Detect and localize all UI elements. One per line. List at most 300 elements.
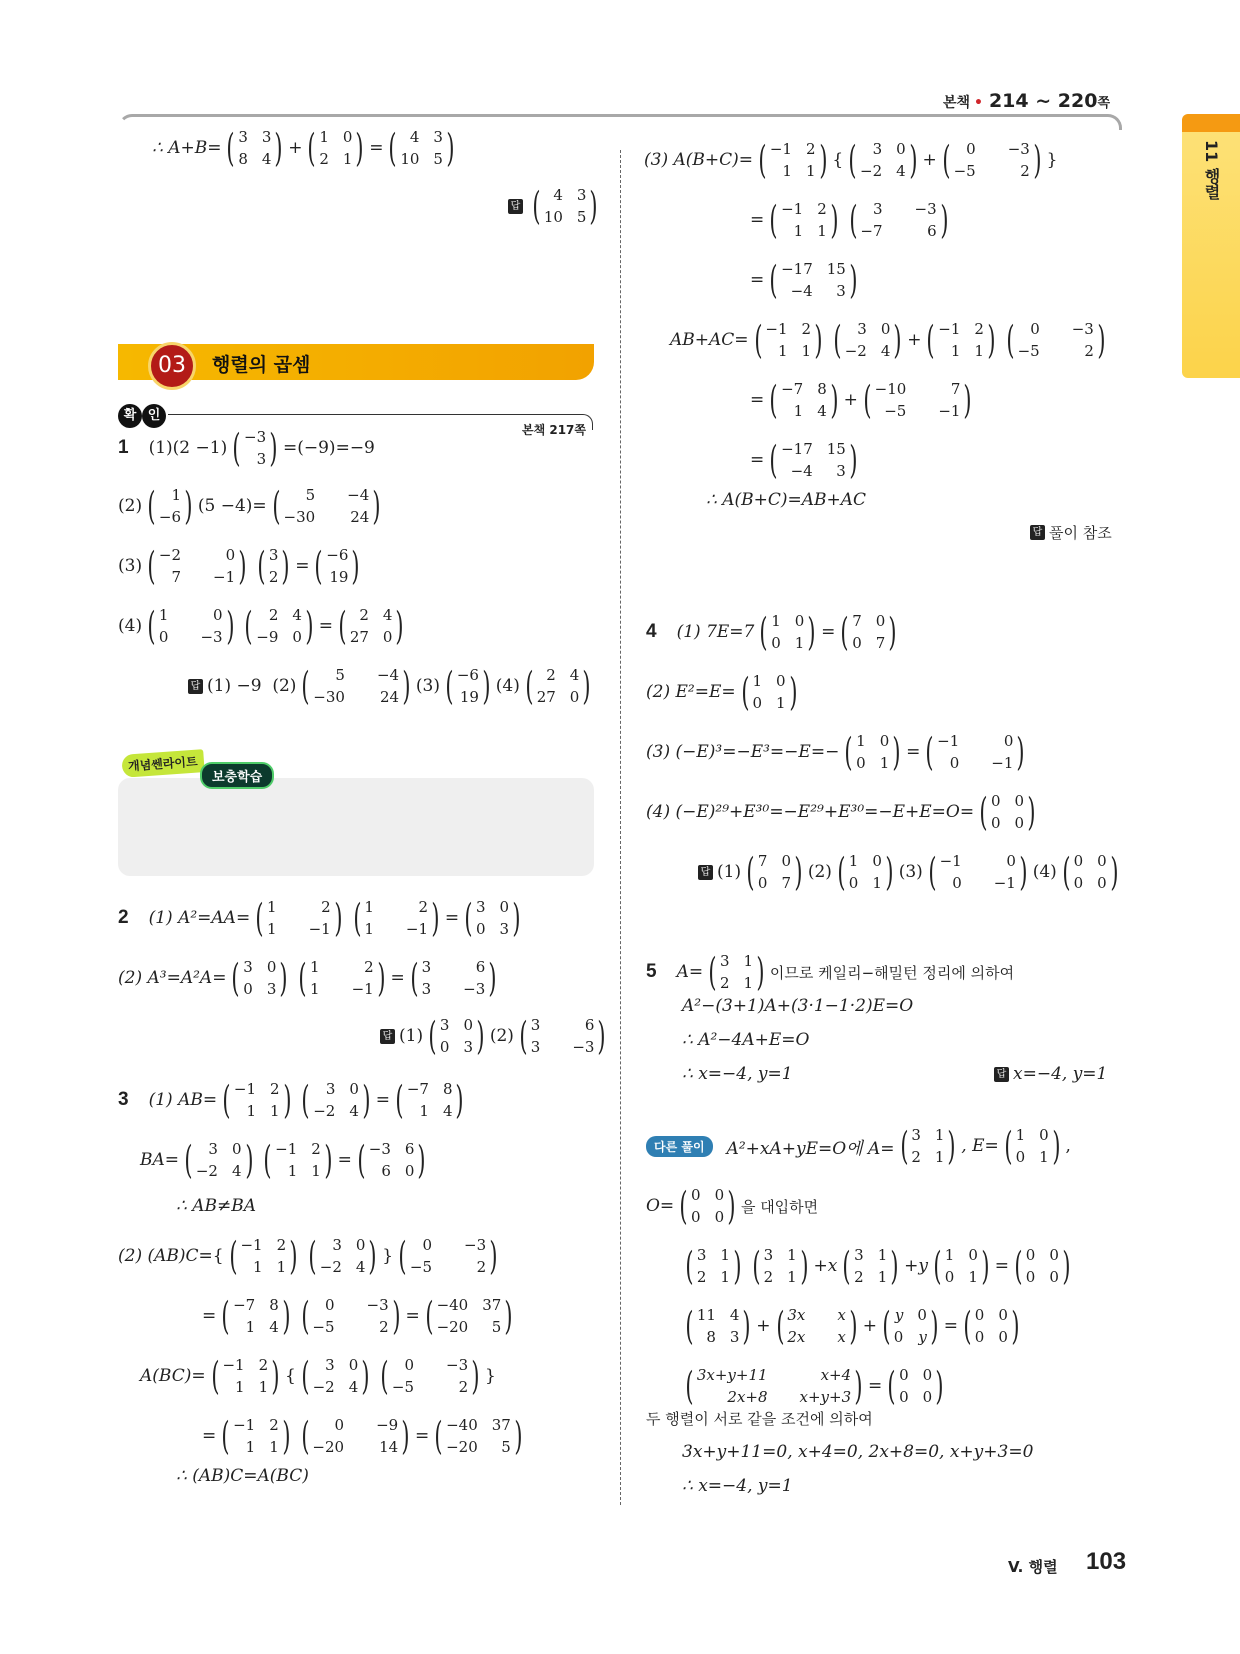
matrix-cell: 1: [310, 980, 320, 998]
matrix-cell: 0: [342, 128, 353, 146]
matrix: ( 3 0 0 3 ): [428, 1014, 485, 1058]
q5-alt-line1: [646, 1124, 1071, 1168]
math-text: (3) (−E)³=−E³=−E=−: [646, 742, 840, 762]
matrix-cell: 0: [775, 672, 786, 690]
matrix-cell: −1: [939, 852, 962, 870]
matrix-cell: 2: [321, 898, 331, 916]
matrix-cell: 0: [422, 1236, 433, 1254]
math-text: A(BC)=: [140, 1366, 206, 1386]
matrix-cell: 2: [476, 1258, 487, 1276]
operator: =: [390, 968, 405, 988]
matrix-cell: 3: [530, 1038, 541, 1056]
operator: +: [922, 150, 937, 170]
q3-abc2: [202, 1294, 518, 1338]
matrix-cell: 1: [253, 1258, 263, 1276]
matrix-cell: 1: [944, 1246, 955, 1264]
matrix-cell: 5: [335, 666, 345, 684]
matrix-cell: 1: [311, 1162, 321, 1180]
matrix-cell: 1: [720, 1268, 730, 1286]
q4-part4: [646, 790, 1041, 834]
matrix: ( 1 0 0 1 ): [1004, 1124, 1061, 1168]
matrix-cell: 1: [877, 1246, 888, 1264]
matrix-cell: 4: [896, 162, 906, 180]
matrix-cell: 0: [852, 634, 862, 652]
matrix-cell: 7: [875, 634, 886, 652]
matrix-cell: 0: [879, 732, 890, 750]
matrix-cell: 1: [364, 898, 374, 916]
matrix: ( 3 6 3 −3 ): [410, 956, 497, 1000]
matrix-cell: −2: [312, 1378, 335, 1396]
matrix-cell: 3: [268, 546, 279, 564]
matrix-cell: −3: [200, 628, 223, 646]
matrix-cell: −3: [1071, 320, 1094, 338]
matrix-cell: 1: [171, 486, 182, 504]
matrix-cell: −3: [244, 428, 267, 446]
math-text: ∴ A+B=: [152, 138, 222, 158]
q5-alt-step2: [680, 1304, 1025, 1348]
matrix: ( 3 −3 −7 6 ): [848, 198, 949, 242]
matrix-cell: 0: [781, 852, 792, 870]
q1-answer: [188, 664, 596, 708]
matrix-cell: 0: [569, 688, 580, 706]
matrix-cell: x: [837, 1328, 846, 1346]
operator: }: [382, 1246, 394, 1266]
answer-mark-icon: 답: [698, 865, 713, 880]
matrix-cell: 0: [794, 612, 805, 630]
operator: +: [288, 138, 303, 158]
matrix-cell: −1: [938, 402, 961, 420]
matrix-cell: 0: [899, 1366, 909, 1384]
matrix-cell: 37: [482, 1296, 502, 1314]
bullet-icon: •: [974, 95, 983, 111]
matrix-cell: −3: [446, 1356, 469, 1374]
matrix-cell: −10: [874, 380, 907, 398]
math-text: A=: [676, 962, 704, 982]
matrix-cell: −1: [405, 920, 429, 938]
matrix: ( 2 4 27 0 ): [338, 604, 404, 648]
matrix-cell: 0: [880, 320, 891, 338]
q3-3-conclusion: [706, 490, 866, 510]
operator: =: [337, 1150, 352, 1170]
operator: =: [994, 1256, 1009, 1276]
matrix: ( 5 −4 −30 24 ): [272, 484, 381, 528]
matrix-cell: 6: [475, 958, 486, 976]
matrix-cell: −6: [326, 546, 349, 564]
matrix: ( −1 2 1 1 ): [758, 138, 828, 182]
matrix-cell: 3: [872, 140, 883, 158]
math-text: ∴ (AB)C=A(BC): [176, 1466, 309, 1486]
matrix-cell: 0: [404, 1356, 415, 1374]
math-text: 3x+y+11=0, x+4=0, 2x+8=0, x+y+3=0: [682, 1442, 1034, 1462]
matrix-cell: 1: [419, 1102, 429, 1120]
matrix-cell: 2x+8: [727, 1388, 768, 1406]
matrix: ( −1 2 1 1 ): [926, 318, 996, 362]
matrix-cell: 2: [319, 150, 329, 168]
math-text: x=−4, y=1: [1013, 1064, 1108, 1084]
matrix-cell: −1: [213, 568, 236, 586]
q4-part1: [646, 610, 902, 654]
math-text: (5 −4)=: [197, 496, 267, 516]
matrix: ( −6 19 ): [314, 544, 360, 588]
matrix: ( 3 0 −2 4 ): [184, 1138, 254, 1182]
matrix-cell: 0: [231, 1140, 242, 1158]
matrix-cell: 3: [243, 958, 253, 976]
matrix-cell: 0: [1003, 732, 1014, 750]
matrix-cell: 3: [421, 980, 432, 998]
matrix-cell: −7: [860, 222, 883, 240]
matrix-cell: 2: [359, 606, 369, 624]
answer-mark-icon: 답: [508, 199, 523, 214]
column-divider: [620, 150, 621, 1505]
q5-alt-condition: [646, 1408, 873, 1429]
matrix-cell: 1: [245, 1438, 256, 1456]
matrix: ( −17 15 −4 3 ): [769, 438, 858, 482]
matrix-cell: 3: [872, 200, 883, 218]
matrix-cell: 1: [775, 694, 786, 712]
operator: +: [907, 330, 922, 350]
chapter-side-tab[interactable]: 11 행렬: [1182, 114, 1240, 378]
matrix: ( 0 0 0 0 ): [979, 790, 1036, 834]
matrix-cell: 1: [267, 898, 277, 916]
matrix-cell: 3: [325, 1356, 335, 1374]
matrix-cell: −2: [158, 546, 182, 564]
matrix: ( −1 2 1 1 ): [263, 1138, 333, 1182]
matrix-cell: 0: [348, 1356, 359, 1374]
matrix-cell: 1: [856, 732, 866, 750]
matrix-cell: y: [918, 1328, 927, 1346]
math-text: ∴ x=−4, y=1: [682, 1064, 793, 1084]
problem-number: 1: [118, 437, 129, 458]
matrix-cell: 3: [266, 980, 277, 998]
math-text: O=: [646, 1196, 675, 1216]
math-text: (3): [415, 676, 440, 696]
matrix-cell: 7: [171, 568, 182, 586]
matrix-cell: 11: [696, 1306, 716, 1324]
matrix-cell: −5: [312, 1318, 335, 1336]
matrix-cell: −1: [937, 732, 960, 750]
matrix-cell: 1: [158, 606, 169, 624]
matrix: ( −6 19 ): [445, 664, 491, 708]
matrix: ( 3 1 2 1 ): [752, 1244, 809, 1288]
matrix: ( 3 2 ): [257, 544, 290, 588]
matrix-cell: −5: [953, 162, 976, 180]
matrix-cell: 0: [382, 628, 393, 646]
matrix-cell: −1: [275, 1140, 298, 1158]
matrix-cell: 0: [990, 814, 1001, 832]
matrix-cell: 0: [922, 1366, 933, 1384]
matrix-cell: −30: [313, 688, 345, 706]
matrix-cell: −9: [376, 1416, 399, 1434]
matrix-cell: −3: [914, 200, 937, 218]
matrix-cell: 4: [269, 1318, 279, 1336]
matrix-cell: 24: [379, 688, 400, 706]
q3-3-line5: [750, 378, 977, 422]
q4-answer: [698, 850, 1124, 894]
matrix-cell: 0: [499, 898, 510, 916]
matrix-cell: −2: [860, 162, 883, 180]
matrix-cell: 0: [875, 612, 886, 630]
q3-a-bc1: [140, 1354, 496, 1398]
matrix-cell: 19: [459, 688, 479, 706]
matrix-cell: 1: [793, 222, 804, 240]
matrix-cell: 0: [752, 694, 762, 712]
matrix-cell: 0: [691, 1186, 701, 1204]
operator: =: [906, 742, 921, 762]
matrix-cell: 5: [576, 208, 587, 226]
matrix: ( −7 8 1 4 ): [395, 1078, 464, 1122]
answer-prev: [508, 184, 603, 228]
matrix-cell: 0: [944, 1268, 955, 1286]
answer-mark-icon: 답: [188, 679, 203, 694]
matrix: ( 1 0 0 1 ): [759, 610, 816, 654]
matrix-cell: 1: [267, 920, 277, 938]
matrix-cell: 27: [536, 688, 556, 706]
matrix-cell: 1: [1015, 1126, 1026, 1144]
matrix-cell: −1: [222, 1356, 245, 1374]
q1-part3: [118, 544, 365, 588]
matrix: ( 3 1 2 1 ): [685, 1244, 742, 1288]
matrix-cell: −2: [319, 1258, 342, 1276]
matrix-cell: 3: [499, 920, 510, 938]
matrix-cell: 5: [491, 1318, 502, 1336]
matrix-cell: −7: [781, 380, 804, 398]
matrix-cell: 2: [364, 958, 374, 976]
matrix-cell: 2: [719, 974, 730, 992]
matrix-cell: 2: [258, 1356, 269, 1374]
operator: =: [405, 1306, 420, 1326]
matrix-cell: 1: [801, 342, 812, 360]
matrix-cell: 2: [801, 320, 812, 338]
q5-answer: [994, 1064, 1107, 1084]
operator: {: [212, 1246, 224, 1266]
matrix-cell: 0: [266, 958, 277, 976]
matrix-cell: 2: [268, 568, 279, 586]
matrix-cell: −1: [993, 874, 1016, 892]
matrix-cell: 19: [329, 568, 349, 586]
math-text: ∴ A²−4A+E=O: [682, 1030, 810, 1050]
math-text: 을 대입하면: [740, 1197, 819, 1216]
check-badge: 확 인: [118, 404, 166, 428]
matrix-cell: y: [894, 1306, 904, 1324]
q1-part2: [118, 484, 386, 528]
matrix: ( 3 0 −2 4 ): [308, 1234, 377, 1278]
operator: {: [284, 1366, 296, 1386]
math-text: (2): [807, 862, 832, 882]
matrix-cell: 5: [501, 1438, 511, 1456]
operator: =: [444, 908, 460, 928]
matrix: ( −1 2 1 1 ): [228, 1234, 298, 1278]
matrix-cell: 3: [854, 1246, 864, 1264]
matrix-cell: −40: [436, 1296, 469, 1314]
matrix: ( 1 0 2 1 ): [307, 126, 364, 170]
matrix-cell: 27: [349, 628, 369, 646]
problem-number: 2: [118, 907, 129, 928]
matrix-cell: 1: [805, 162, 816, 180]
matrix-cell: x+y+3: [799, 1388, 852, 1406]
operator: =: [369, 138, 384, 158]
matrix-cell: 3: [763, 1246, 774, 1264]
matrix: ( 3 3 8 4 ): [226, 126, 283, 170]
matrix: ( −1 2 1 1 ): [221, 1414, 291, 1458]
sum-result: [152, 126, 460, 170]
matrix-cell: 1: [974, 342, 984, 360]
matrix-cell: 1: [258, 1378, 269, 1396]
matrix: ( 0 −3 −5 2 ): [398, 1234, 498, 1278]
matrix-cell: 3: [463, 1038, 474, 1056]
math-text: 풀이 참조: [1049, 524, 1112, 542]
q3-eq: [176, 1466, 309, 1486]
matrix-cell: 8: [817, 380, 827, 398]
matrix-cell: −17: [781, 260, 813, 278]
matrix-cell: 0: [990, 792, 1001, 810]
q2-part1: [118, 896, 526, 940]
matrix-cell: 3: [857, 320, 867, 338]
matrix: ( 3 1 2 1 ): [899, 1124, 956, 1168]
matrix-cell: 1: [950, 342, 961, 360]
operator: =: [202, 1306, 217, 1326]
matrix-cell: 1: [934, 1126, 945, 1144]
matrix: ( −1 2 1 1 ): [222, 1078, 292, 1122]
matrix-cell: 0: [998, 1306, 1008, 1324]
q3-3-line6: [750, 438, 863, 482]
matrix-cell: 4: [382, 606, 393, 624]
matrix: ( 1 0 0 1 ): [837, 850, 894, 894]
matrix-cell: −1: [781, 200, 804, 218]
matrix-cell: 0: [974, 1306, 985, 1324]
matrix-cell: 1: [245, 1318, 256, 1336]
math-text: (2) E²=E=: [646, 682, 736, 702]
textbook-reference: 본책 217쪽: [522, 423, 587, 437]
matrix-cell: 10: [400, 150, 420, 168]
matrix-cell: 5: [433, 150, 443, 168]
math-text: (3) A(B+C)=: [644, 150, 754, 170]
q5-alt-step1: [680, 1244, 1076, 1288]
matrix: ( 0 −3 −5 2 ): [300, 1294, 401, 1338]
matrix-cell: 0: [1073, 852, 1084, 870]
matrix-cell: 2: [854, 1268, 864, 1286]
section-number: 03: [148, 342, 196, 390]
matrix-cell: 2: [1084, 342, 1094, 360]
matrix-cell: −40: [446, 1416, 478, 1434]
matrix: ( 3 0 −2 4 ): [301, 1354, 370, 1398]
matrix-cell: 0: [1014, 792, 1025, 810]
matrix-cell: −5: [391, 1378, 415, 1396]
math-text: (4) (−E)²⁹+E³⁰=−E²⁹+E³⁰=−E+E=O=: [646, 802, 975, 822]
matrix-cell: 2x: [787, 1328, 806, 1346]
matrix-cell: 0: [968, 1246, 978, 1264]
matrix-cell: x+4: [820, 1366, 852, 1384]
matrix-cell: 3x: [787, 1306, 806, 1324]
matrix-cell: 0: [243, 980, 253, 998]
matrix: ( 1 2 1 −1 ): [298, 956, 386, 1000]
matrix-cell: 3: [439, 1016, 450, 1034]
math-text: =(−9)=−9: [283, 438, 375, 458]
matrix-cell: 0: [757, 874, 768, 892]
matrix-cell: 0: [1039, 1126, 1049, 1144]
q2-answer: [380, 1014, 611, 1058]
math-text: (2 −1): [172, 438, 228, 458]
matrix-cell: 6: [584, 1016, 595, 1034]
matrix-cell: 0: [1097, 874, 1107, 892]
matrix-cell: −1: [240, 1236, 263, 1254]
matrix: ( −1 2 1 1 ): [769, 198, 839, 242]
matrix-cell: 4: [349, 1102, 359, 1120]
q5-line4: [682, 1064, 793, 1084]
matrix-cell: −1: [938, 320, 961, 338]
matrix-cell: 1: [246, 1102, 257, 1120]
q5-line2: [682, 996, 913, 1016]
matrix: ( −1 2 1 1 ): [753, 318, 823, 362]
matrix-cell: 2: [418, 898, 429, 916]
matrix-cell: 3: [421, 958, 432, 976]
matrix-cell: 1: [743, 974, 754, 992]
matrix-cell: 1: [1039, 1148, 1049, 1166]
matrix-cell: 8: [238, 150, 248, 168]
matrix: ( 1 2 1 −1 ): [352, 896, 440, 940]
matrix: ( 1 0 0 −3 ): [147, 604, 235, 648]
matrix-cell: 4: [553, 186, 563, 204]
matrix-cell: −1: [351, 980, 374, 998]
matrix-cell: −4: [347, 486, 370, 504]
matrix-cell: 1: [287, 1162, 298, 1180]
operator: =: [202, 1426, 217, 1446]
matrix-cell: −5: [409, 1258, 433, 1276]
matrix: ( 3 0 0 3 ): [231, 956, 288, 1000]
tip-label-tag: 보충학습: [200, 762, 274, 789]
matrix-cell: 0: [292, 628, 302, 646]
matrix: ( 3x+y+11 x+4 2x+8 x+y+3 ): [685, 1364, 863, 1408]
matrix-cell: 2: [546, 666, 556, 684]
operator: =: [750, 450, 765, 470]
q5-line3: [682, 1030, 809, 1050]
alternative-solution-tag: 다른 풀이: [646, 1136, 713, 1157]
matrix-cell: −2: [195, 1162, 218, 1180]
math-text: (2): [489, 1026, 514, 1046]
matrix-cell: −1: [765, 320, 788, 338]
matrix-cell: 10: [543, 208, 563, 226]
matrix: ( 0 −9 −20 14 ): [300, 1414, 410, 1458]
matrix-cell: −17: [781, 440, 813, 458]
math-text: (4): [495, 676, 520, 696]
q1-part1: [118, 426, 375, 470]
matrix-cell: 2: [379, 1318, 389, 1336]
matrix-cell: 2: [817, 200, 827, 218]
matrix-cell: 0: [334, 1416, 345, 1434]
matrix-cell: −7: [406, 1080, 429, 1098]
matrix: ( 0 0 0 0 ): [887, 1364, 944, 1408]
matrix-cell: −6: [158, 508, 182, 526]
operator: +: [862, 1316, 877, 1336]
matrix: ( −1 0 0 −1 ): [928, 850, 1028, 894]
matrix-cell: 2: [805, 140, 816, 158]
matrix-cell: 0: [872, 852, 882, 870]
math-text: 이므로 케일리−해밀턴 정리에 의하여: [769, 963, 1015, 982]
matrix-cell: −4: [790, 462, 813, 480]
matrix-cell: 0: [213, 606, 223, 624]
matrix-cell: −5: [1017, 342, 1040, 360]
matrix: ( 3 0 0 3 ): [464, 896, 521, 940]
matrix-cell: −4: [790, 282, 813, 300]
matrix-cell: 4: [569, 666, 580, 684]
matrix: ( −7 8 1 4 ): [221, 1294, 291, 1338]
math-text: A²+xA+yE=O에 A=: [726, 1138, 895, 1159]
matrix: ( 2 4 27 0 ): [525, 664, 591, 708]
math-text: +y: [904, 1256, 928, 1276]
matrix-cell: 2: [911, 1148, 921, 1166]
math-text: (1) 7E=7: [676, 622, 755, 642]
matrix-cell: 6: [404, 1140, 415, 1158]
matrix-cell: 1: [782, 162, 792, 180]
